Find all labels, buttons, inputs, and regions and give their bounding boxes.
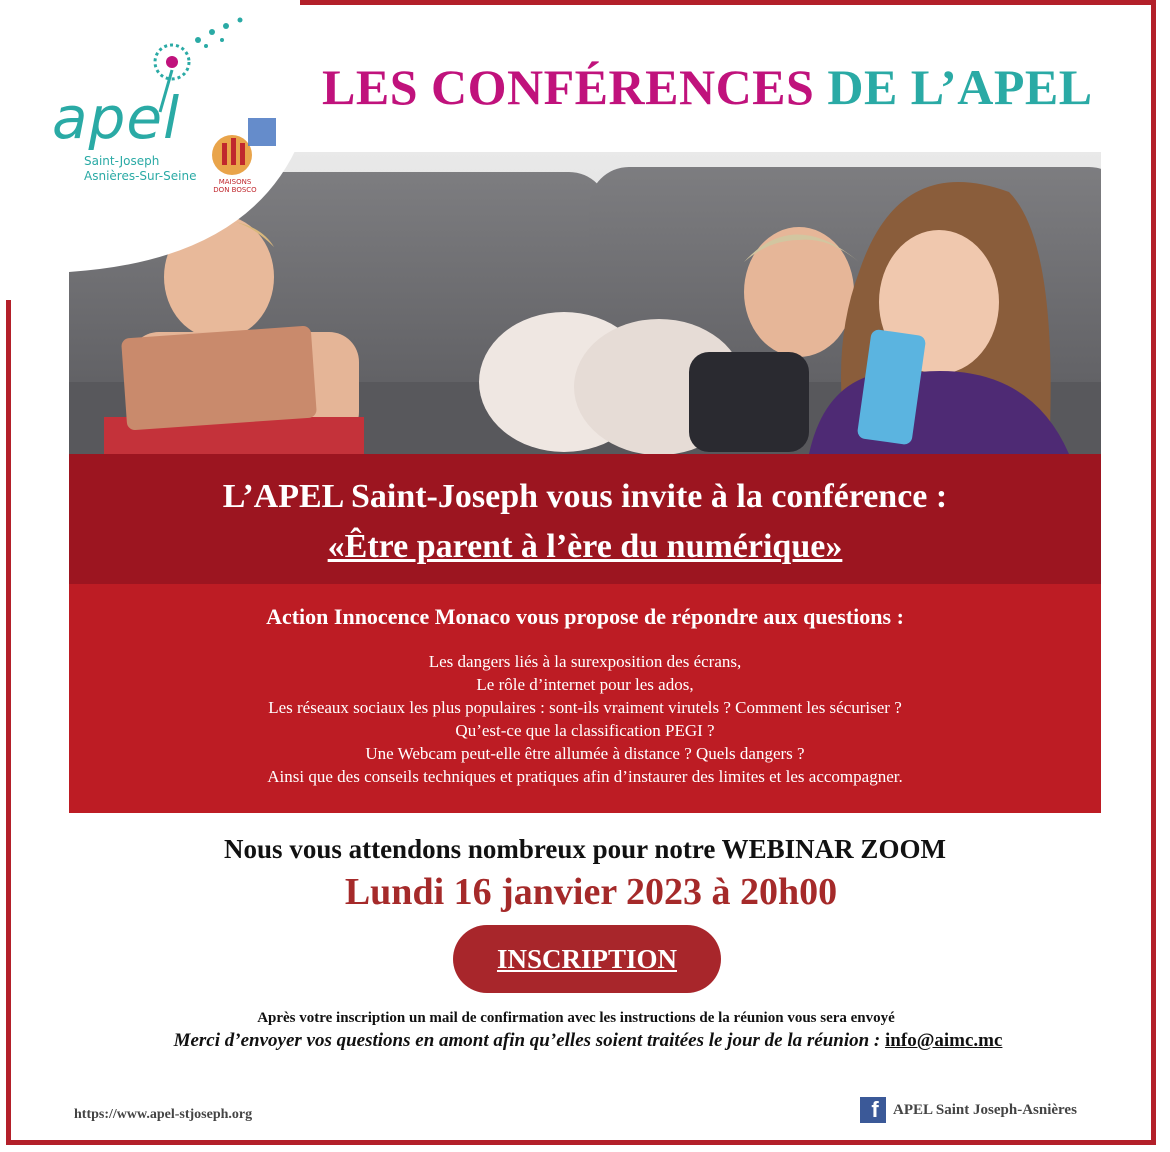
website-link[interactable]: https://www.apel-stjoseph.org [74,1107,253,1122]
apel-subtitle [84,154,196,184]
email-link[interactable]: info@aimc.mc [885,1030,1003,1051]
facebook-label: APEL Saint Joseph-Asnières [893,1101,1077,1118]
questions-note-text: Merci d’envoyer vos questions en amont afin qu’elles soient traitées le jour de la réunion : [173,1030,886,1051]
questions-note [0,1030,1170,1052]
questions-lead [69,604,1101,630]
list-item: Les dangers liés à la surexposition des écrans, [428,652,742,671]
inscription-button[interactable]: INSCRIPTION [453,925,721,993]
invite-line1: L’APEL Saint-Joseph vous invite à la conférence : [222,478,948,515]
facebook-link[interactable] [860,1097,1077,1123]
questions-list [69,650,1101,788]
apel-subtitle-line1: Saint-Joseph [84,154,160,168]
questions-panel [69,584,1101,813]
title-part2: DE L’APEL [827,59,1093,115]
confirmation-note: Après votre inscription un mail de confirmation avec les instructions de la réunion vous sera envoyé [257,1010,895,1026]
apel-subtitle-line2: Asnières-Sur-Seine [84,169,197,183]
list-item: Ainsi que des conseils techniques et pratiques afin d’instaurer des limites et les accompagner. [267,767,903,786]
organizer-name: Action Innocence Monaco [266,604,511,629]
conference-title: «Être parent à l’ère du numérique» [327,528,843,565]
list-item: Qu’est-ce que la classification PEGI ? [455,721,715,740]
don-bosco-label: MAISONS DON BOSCO [213,178,257,194]
facebook-icon: f [860,1097,886,1123]
webinar-text: Nous vous attendons nombreux pour notre WEBINAR ZOOM [224,834,946,864]
list-item: Le rôle d’internet pour les ados, [476,675,694,694]
event-date: Lundi 16 janvier 2023 à 20h00 [344,871,838,913]
page-title [322,58,1093,116]
title-part1: LES CONFÉRENCES [322,59,815,115]
questions-lead-rest: vous propose de répondre aux questions : [510,604,904,629]
invite-banner [69,454,1101,584]
list-item: Une Webcam peut-elle être allumée à distance ? Quels dangers ? [365,744,805,763]
apel-wordmark: apel [52,84,181,152]
list-item: Les réseaux sociaux les plus populaires : sont-ils vraiment virutels ? Comment les sécuriser ? [268,698,902,717]
apel-logo [0,0,300,300]
